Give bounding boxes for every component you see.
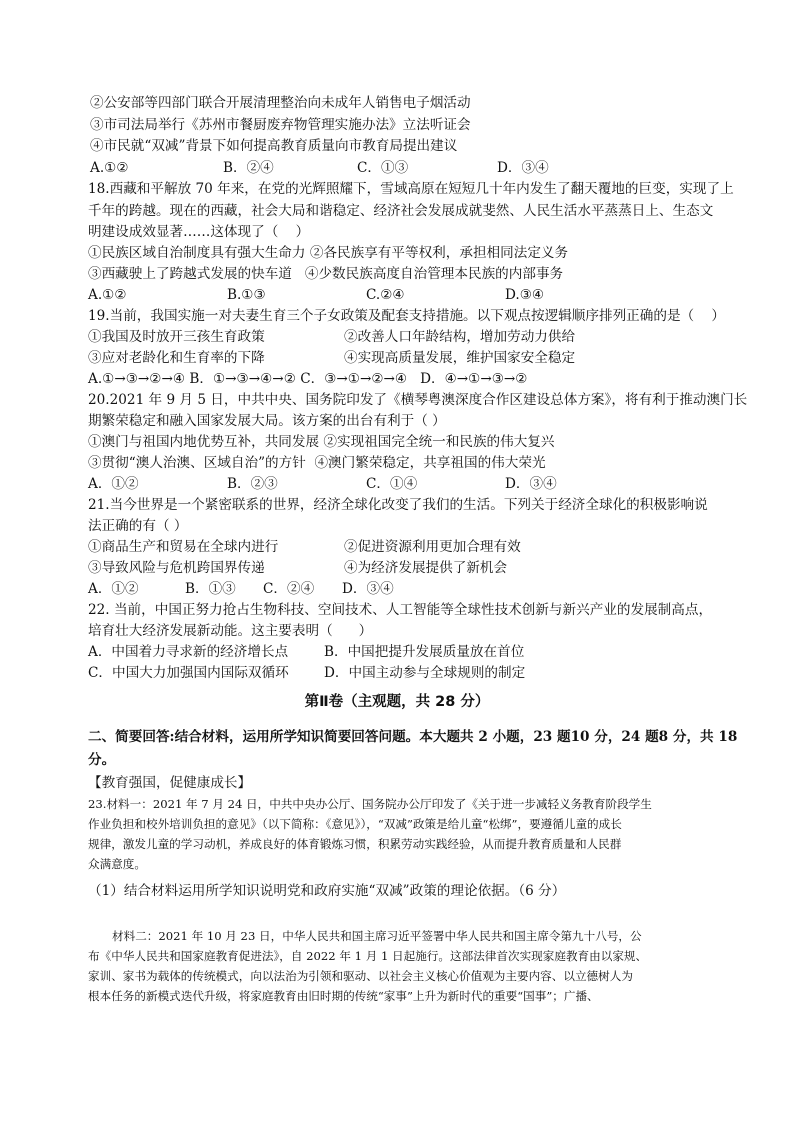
q17-option-b: B．②④ — [223, 160, 274, 176]
q23-material2-line4: 根本任务的新模式迭代升级，将家庭教育由旧时期的传统“家事”上升为新时代的重要“国事”；广播、 — [88, 989, 599, 1003]
q19-options: A.①→③→②→④ B．①→③→④→② C．③→①→②→④ D．④→①→③→② — [88, 371, 528, 387]
q22-stem-2: 培育壮大经济发展新动能。这主要表明（ ） — [88, 623, 373, 639]
q23-material2-line3: 家训、家书为载体的传统模式，向以法治为引领和驱动、以社会主义核心价值观为主要内容、以立德树人为 — [88, 969, 633, 983]
q18-statements-1: ①民族区域自治制度具有强大生命力 ②各民族享有平等权利，承担相同法定义务 — [88, 245, 569, 261]
q21-option-a: A．①② — [88, 581, 139, 597]
q20-option-b: B．②③ — [227, 476, 278, 492]
q17-option-d: D．③④ — [497, 160, 549, 176]
q21-statement-4: ④为经济发展提供了新机会 — [344, 560, 508, 576]
q18-option-c: C.②④ — [366, 287, 405, 303]
q18-statements-2: ③西藏驶上了跨越式发展的快车道 ④少数民族高度自治管理本民族的内部事务 — [88, 266, 564, 282]
q20-statements-2: ③贯彻“澳人治澳、区域自治”的方针 ④澳门繁荣稳定，共享祖国的伟大荣光 — [88, 455, 546, 471]
q21-option-d: D．③④ — [342, 581, 394, 597]
q23-material2-line1: 材料二：2021 年 10 月 23 日，中华人民共和国主席习近平签署中华人民共和国主席令第九十八号，公 — [112, 929, 642, 943]
topic-heading: 【教育强国，促健康成长】 — [88, 775, 252, 791]
q19-statement-4: ④实现高质量发展，维护国家安全稳定 — [344, 350, 576, 366]
q22-option-d: D．中国主动参与全球规则的制定 — [324, 665, 526, 681]
q22-option-a: A．中国着力寻求新的经济增长点 — [88, 644, 289, 660]
q23-material2-line2: 布《中华人民共和国家庭教育促进法》，自 2022 年 1 月 1 日起施行。这部法律首次实现家庭教育由以家规、 — [88, 949, 648, 963]
q20-option-a: A．①② — [88, 476, 139, 492]
q18-stem-1: 18.西藏和平解放 70 年来，在党的光辉照耀下，雪域高原在短短几十年内发生了翻天覆地的巨变，实现了上 — [88, 181, 734, 197]
q17-option-a: A.①② — [90, 160, 129, 176]
q21-statement-3: ③导致风险与危机跨国界传递 — [88, 560, 265, 576]
q23-material1-line2: 作业负担和校外培训负担的意见》（以下简称：《意见》），“双减”政策是给儿童“松绑”，要遵循儿童的成长 — [88, 817, 622, 831]
q21-option-c: C．②④ — [263, 581, 315, 597]
q20-option-d: D．③④ — [505, 476, 557, 492]
q19-stem: 19.当前，我国实施一对夫妻生育三个子女政策及配套支持措施。以下观点按逻辑顺序排列正确的是（ ） — [88, 308, 726, 324]
q17-option-c: C．①③ — [357, 160, 409, 176]
q23-material1-line4: 众满意度。 — [88, 857, 146, 871]
q19-statement-2: ②改善人口年龄结构，增加劳动力供给 — [344, 329, 576, 345]
q22-option-c: C．中国大力加强国内国际双循环 — [88, 665, 289, 681]
q23-sub-question-1: （1）结合材料运用所学知识说明党和政府实施“双减”政策的理论依据。（6 分） — [88, 883, 566, 899]
q19-statement-3: ③应对老龄化和生育率的下降 — [88, 350, 265, 366]
q20-statements-1: ①澳门与祖国内地优势互补，共同发展 ②实现祖国完全统一和民族的伟大复兴 — [88, 434, 555, 450]
section-instructions-1: 二、简要回答:结合材料，运用所学知识简要回答问题。本大题共 2 小题，23 题10 分，24 题8 分，共 18 — [88, 729, 738, 745]
q22-stem-1: 22. 当前，中国正努力抢占生物科技、空间技术、人工智能等全球性技术创新与新兴产业的发展制高点， — [88, 602, 713, 618]
q23-material1-line3: 规律，激发儿童的学习动机，养成良好的体育锻炼习惯，积累劳动实践经验，从而提升教育质量和人民群 — [88, 837, 622, 851]
q19-statement-1: ①我国及时放开三孩生育政策 — [88, 329, 265, 345]
section-instructions-2: 分。 — [88, 752, 116, 768]
q21-stem-1: 21.当今世界是一个紧密联系的世界，经济全球化改变了我们的生活。下列关于经济全球化的积极影响说 — [88, 497, 708, 513]
q21-statement-1: ①商品生产和贸易在全球内进行 — [88, 539, 279, 555]
q18-option-d: D.③④ — [505, 287, 545, 303]
q18-stem-2: 千年的跨越。现在的西藏，社会大局和谐稳定、经济社会发展成就斐然、人民生活水平蒸蒸日上、生态文 — [88, 203, 714, 219]
q17-statement-3: ③市司法局举行《苏州市餐厨废弃物管理实施办法》立法听证会 — [90, 117, 471, 133]
q18-option-b: B.①③ — [227, 287, 266, 303]
q23-material1-line1: 23.材料一：2021 年 7 月 24 日，中共中央办公厅、国务院办公厅印发了《关于进一步减轻义务教育阶段学生 — [88, 797, 652, 811]
q17-statement-2: ②公安部等四部门联合开展清理整治向未成年人销售电子烟活动 — [90, 95, 471, 111]
q20-stem-1: 20.2021 年 9 月 5 日，中共中央、国务院印发了《横琴粤澳深度合作区建设总体方案》，将有利于推动澳门长 — [88, 392, 748, 408]
q18-stem-3: 明建设成效显著……这体现了（ ） — [88, 224, 310, 240]
q20-stem-2: 期繁荣稳定和融入国家发展大局。该方案的出台有利于（ ） — [88, 413, 446, 429]
part-two-title: 第Ⅱ卷（主观题，共 28 分） — [304, 694, 490, 710]
q22-option-b: B．中国把提升发展质量放在首位 — [324, 644, 525, 660]
q21-stem-2: 法正确的有（ ） — [88, 518, 188, 534]
q20-option-c: C．①④ — [366, 476, 418, 492]
q18-option-a: A.①② — [88, 287, 127, 303]
q17-statement-4: ④市民就“双减”背景下如何提高教育质量向市教育局提出建议 — [90, 138, 458, 154]
q21-statement-2: ②促进资源利用更加合理有效 — [344, 539, 521, 555]
q21-option-b: B．①③ — [185, 581, 236, 597]
